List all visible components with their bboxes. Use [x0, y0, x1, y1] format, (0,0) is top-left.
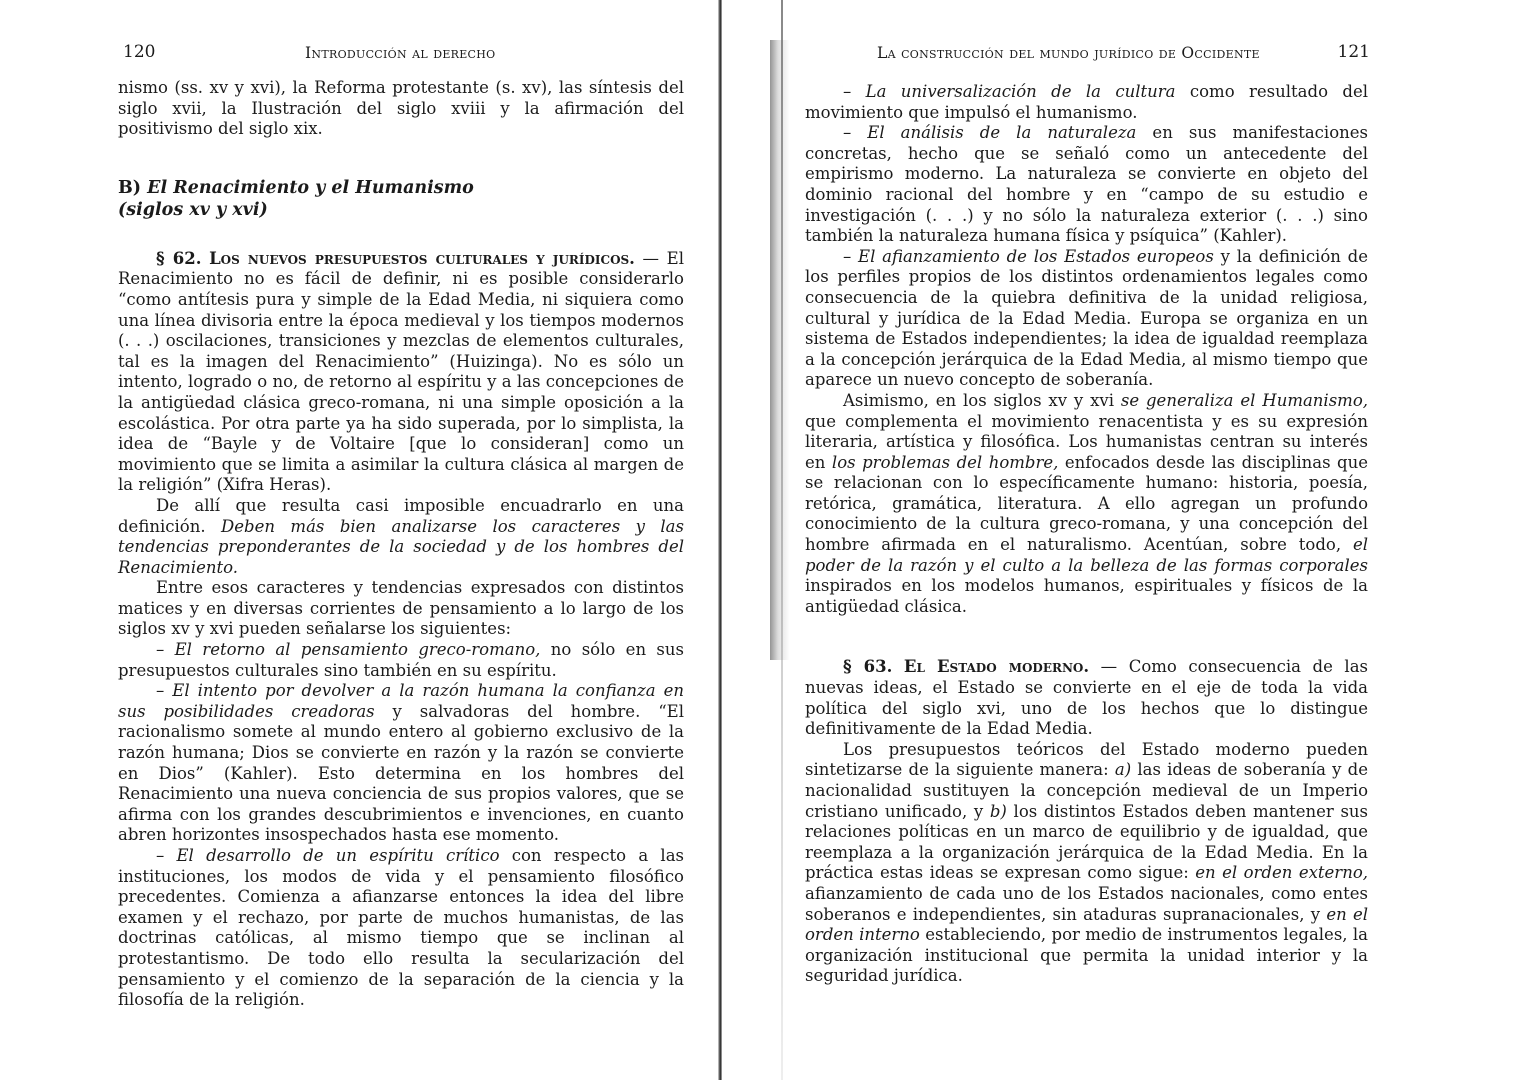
- running-head: Introducción al derecho: [305, 44, 496, 62]
- paragraph: Los presupuestos teóricos del Estado moderno pueden sintetizarse de la siguiente manera: a) las ideas de soberanía y de nacionalidad sustituyen la concepción medieval de un Imperio cristiano unificado, y b) los distintos Estados deben mantener sus relaciones políticas en un marco de equilibrio y de igualdad, que reemplaza a la organización jerárquica de la Edad Media. En la práctica estas ideas se expresan como sigue: en el orden externo, afianzamiento de cada uno de los Estados nacionales, como entes soberanos e independientes, sin ataduras supranacionales, y en el orden interno estableciendo, por medio de instrumentos legales, la organización institucional que permita la unidad interior y la seguridad jurídica.: [805, 739, 1369, 986]
- right-page-header: [805, 40, 1368, 64]
- paragraph: Asimismo, en los siglos xv y xvi se generaliza el Humanismo, que complementa el movimiento renacentista y es su expresión literaria, artística y filosófica. Los humanistas centran su interés en los problemas del hombre, enfocados desde las disciplinas que se relacionan con lo específicamente humano: historia, poesía, retórica, gramática, literatura. A ello agregan un profundo conocimiento de la cultura greco-romana, y una concepción del hombre afirmada en el naturalismo. Acentúan, sobre todo, el poder de la razón y el culto a la belleza de las formas corporales inspirados en los modelos humanos, espirituales y físicos de la antigüedad clásica.: [805, 390, 1369, 616]
- page-number: 121: [1337, 42, 1370, 62]
- running-head: La construcción del mundo jurídico de Occidente: [877, 44, 1260, 62]
- page-number: 120: [123, 42, 156, 62]
- paragraph: De allí que resulta casi imposible encuadrarlo en una definición. Deben más bien analizarse los caracteres y las tendencias preponderantes de la sociedad y de los hombres del Renacimiento.: [118, 495, 684, 577]
- paragraph: Entre esos caracteres y tendencias expresados con distintos matices y en diversas corrientes de pensamiento a lo largo de los siglos xv y xvi pueden señalarse los siguientes:: [118, 578, 684, 639]
- page-gutter-shadow: [718, 0, 722, 1080]
- section-title: El Estado moderno.: [903, 657, 1090, 677]
- section-heading: B) El Renacimiento y el Humanismo (siglos xv y xvi): [118, 177, 474, 220]
- paragraph: nismo (ss. xv y xvi), la Reforma protestante (s. xv), las síntesis del siglo xvii, la Ilustración del siglo xviii y la afirmación del positivismo del siglo xix.: [118, 78, 684, 139]
- right-page-body: [805, 82, 1368, 987]
- list-item: – El retorno al pensamiento greco-romano, no sólo en sus presupuestos culturales sino también en su espíritu.: [118, 640, 684, 680]
- left-page-header: [118, 40, 684, 64]
- section-title: Los nuevos presupuestos culturales y jurídicos.: [209, 248, 635, 268]
- left-page-body: [118, 78, 684, 1011]
- list-item: – El desarrollo de un espíritu crítico con respecto a las instituciones, los modos de vida y el pensamiento filosófico precedentes. Comienza a afianzarse entonces la idea del libre examen y el rechazo, por parte de muchos humanistas, de las doctrinas católicas, al mismo tiempo que se inclinan al protestantismo. De todo ello resulta la secularización del pensamiento y el comienzo de la separación de la ciencia y la filosofía de la religión.: [118, 846, 684, 1010]
- list-item: – El análisis de la naturaleza en sus manifestaciones concretas, hecho que se señaló como un antecedente del empirismo moderno. La naturaleza se convierte en objeto del dominio racional del hombre y en “campo de su estudio e investigación (. . .) y no sólo la naturaleza exterior (. . .) sino también la naturaleza humana física y psíquica” (Kahler).: [805, 123, 1368, 246]
- binding-shadow: [770, 40, 790, 660]
- list-item: – La universalización de la cultura como resultado del movimiento que impulsó el humanismo.: [805, 82, 1368, 122]
- paragraph-sec-63: § 63. El Estado moderno. — Como consecuencia de las nuevas ideas, el Estado se convierte en el eje de toda la vida política del siglo xvi, uno de los hechos que lo distingue definitivamente de la Edad Media.: [805, 657, 1368, 739]
- paragraph-sec-62: § 62. Los nuevos presupuestos culturales y jurídicos. — El Renacimiento no es fácil de definir, ni es posible considerarlo “como antítesis pura y simple de la Edad Media, ni siquiera como una línea divisoria entre la época medieval y los tiempos modernos (. . .) oscilaciones, transiciones y mezclas de elementos culturales, tal es la imagen del Renacimiento” (Huizinga). No es sólo un intento, logrado o no, de retorno al espíritu y a las concepciones de la antigüedad clásica greco-romana, ni una simple oposición a la escolástica. Por otra parte ya ha sido superada, por lo simplista, la idea de “Bayle y de Voltaire [que lo consideran] como un movimiento que se limita a asimilar la cultura clásica al margen de la religión” (Xifra Heras).: [118, 248, 684, 495]
- section-spacer: [805, 617, 1368, 657]
- list-item: – El afianzamiento de los Estados europeos y la definición de los perfiles propios de los distintos ordenamientos legales como consecuencia de la quiebra definitiva de la unidad religiosa, cultural y jurídica de la Edad Media. Europa se organiza en un sistema de Estados independientes; la idea de igualdad reemplaza a la concepción jerárquica de la Edad Media, al mismo tiempo que aparece un nuevo concepto de soberanía.: [805, 246, 1368, 390]
- list-item: – El intento por devolver a la razón humana la confianza en sus posibilidades creadoras y salvadoras del hombre. “El racionalismo somete al mundo entero al gobierno exclusivo de la razón humana; Dios se convierte en razón y la razón se convierte en Dios” (Kahler). Esto determina en los hombres del Renacimiento una nueva conciencia de sus propios valores, que se afirma con los grandes descubrimientos e invenciones, en cuanto abren horizontes insospechados hasta ese momento.: [118, 681, 684, 845]
